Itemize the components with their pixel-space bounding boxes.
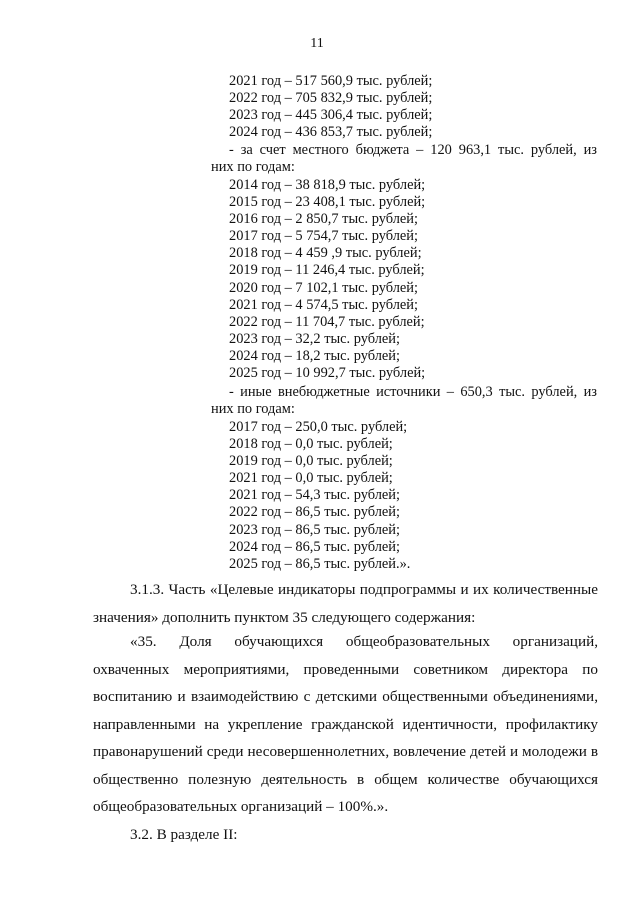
list-item: 2025 год – 86,5 тыс. рублей.». (229, 555, 411, 572)
paragraph-line: направленными на укрепление гражданской идентичности, профилактику (93, 715, 598, 733)
paragraph-line: охваченных мероприятиями, проведенными советником директора по (93, 660, 598, 678)
list-item: 2015 год – 23 408,1 тыс. рублей; (229, 194, 426, 211)
list-item: 2023 год – 86,5 тыс. рублей; (229, 521, 400, 538)
page-number: 11 (310, 36, 324, 51)
list-item: 2024 год – 436 853,7 тыс. рублей; (229, 124, 433, 141)
paragraph-line: общественно полезную деятельность в общем количестве обучающихся (93, 770, 598, 788)
paragraph-line: общеобразовательных организаций – 100%.». (93, 798, 389, 815)
list-item: 2018 год – 4 459 ,9 тыс. рублей; (229, 245, 422, 262)
list-item: 2024 год – 18,2 тыс. рублей; (229, 347, 400, 364)
list-item: 2023 год – 445 306,4 тыс. рублей; (229, 107, 433, 124)
list-item: 2021 год – 4 574,5 тыс. рублей; (229, 296, 418, 313)
list-item: 2020 год – 7 102,1 тыс. рублей; (229, 279, 418, 296)
paragraph-line: 3.1.3. Часть «Целевые индикаторы подпрограммы и их количественные (130, 581, 598, 598)
paragraph-line: значения» дополнить пунктом 35 следующего содержания: (93, 608, 476, 626)
list-item: 2021 год – 0,0 тыс. рублей; (229, 470, 393, 487)
list-item: 2025 год – 10 992,7 тыс. рублей; (229, 365, 426, 382)
list-item: 2022 год – 705 832,9 тыс. рублей; (229, 90, 433, 107)
funding-list-other (229, 419, 609, 573)
paragraph-item-35 (93, 628, 598, 821)
list-item: 2023 год – 32,2 тыс. рублей; (229, 330, 400, 347)
list-item: 2018 год – 0,0 тыс. рублей; (229, 436, 393, 453)
list-item: 2022 год – 86,5 тыс. рублей; (229, 504, 400, 521)
funding-list-regional (229, 73, 609, 141)
list-item: 2019 год – 0,0 тыс. рублей; (229, 453, 393, 470)
list-item: 2016 год – 2 850,7 тыс. рублей; (229, 211, 418, 228)
paragraph-line: правонарушений среди несовершеннолетних, вовлечение детей и молодежи в (93, 743, 598, 760)
paragraph-3-1-3 (93, 576, 598, 631)
list-item: 2021 год – 517 560,9 тыс. рублей; (229, 73, 433, 89)
list-item: 2021 год – 54,3 тыс. рублей; (229, 487, 400, 504)
local-budget-heading-cont: них по годам: (211, 159, 295, 175)
list-item: 2017 год – 250,0 тыс. рублей; (229, 419, 408, 435)
other-sources-heading-cont: них по годам: (211, 401, 295, 417)
local-budget-heading: - за счет местного бюджета – 120 963,1 тыс. рублей, из (229, 142, 597, 158)
list-item: 2014 год – 38 818,9 тыс. рублей; (229, 177, 426, 193)
other-sources-heading: - иные внебюджетные источники – 650,3 тыс. рублей, из (229, 384, 597, 400)
list-item: 2024 год – 86,5 тыс. рублей; (229, 538, 400, 555)
list-item: 2019 год – 11 246,4 тыс. рублей; (229, 262, 425, 279)
paragraph-line: «35. Доля обучающихся общеобразовательных организаций, (130, 633, 598, 650)
list-item: 2017 год – 5 754,7 тыс. рублей; (229, 228, 418, 245)
funding-list-local (229, 177, 609, 382)
section-3-2-heading: 3.2. В разделе II: (130, 826, 238, 843)
paragraph-line: воспитанию и взаимодействию с детскими общественными объединениями, (93, 688, 598, 705)
list-item: 2022 год – 11 704,7 тыс. рублей; (229, 313, 425, 330)
